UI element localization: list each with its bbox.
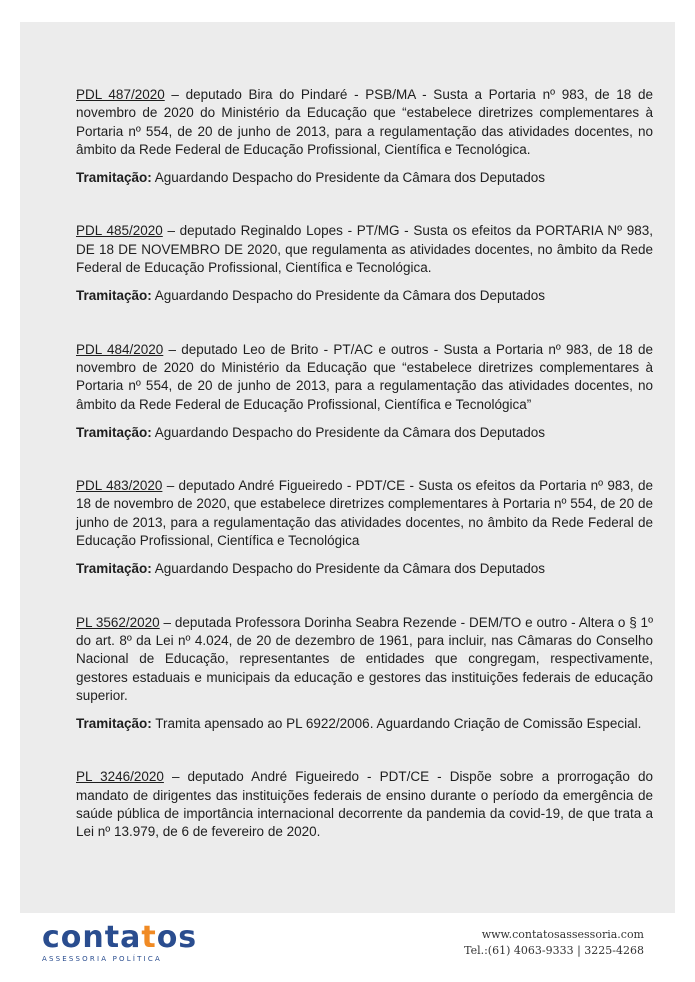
entry-text: – deputado Reginaldo Lopes - PT/MG - Susta os efeitos da PORTARIA Nº 983, DE 18 DE NOVEMBRO DE 2020, que regulamenta as atividades docentes, no âmbito da Rede Federal de Educação Profissional, Científica e Tecnológica.: [76, 223, 654, 276]
entry-code: PDL 484/2020: [76, 341, 164, 357]
logo-text-part: conta: [42, 920, 142, 955]
tramitacao-label: Tramitação:: [76, 170, 152, 186]
entry-tramitacao: [76, 560, 653, 578]
entry-pl-3246: [76, 768, 653, 841]
entry-code: PL 3246/2020: [76, 769, 164, 785]
entry-text: – deputado Bira do Pindaré - PSB/MA - Susta a Portaria nº 983, de 18 de novembro de 2020 do Ministério da Educação que “estabelece diretrizes complementares à Portaria nº 554, de 20 de junho de 2013, para a regulamentação das atividades docentes, no âmbito da Rede Federal de Educação Profissional, Científica e Tecnológica.: [76, 87, 653, 157]
tramitacao-text: Aguardando Despacho do Presidente da Câmara dos Deputados: [151, 170, 546, 186]
entry-code: PDL 485/2020: [76, 223, 163, 239]
tramitacao-label: Tramitação:: [76, 561, 152, 577]
tramitacao-label: Tramitação:: [76, 424, 152, 440]
logo-text-part: os: [156, 920, 198, 955]
entry-tramitacao: [76, 287, 653, 305]
entry-pl-3562: [76, 614, 653, 734]
logo-text-accent: t: [141, 920, 157, 955]
entry-body: [76, 222, 653, 277]
entry-tramitacao: [76, 169, 653, 187]
tramitacao-label: Tramitação:: [76, 288, 152, 304]
tramitacao-text: Aguardando Despacho do Presidente da Câmara dos Deputados: [151, 424, 546, 440]
entry-pdl-484: [76, 341, 653, 442]
tramitacao-text: Aguardando Despacho do Presidente da Câmara dos Deputados: [151, 561, 546, 577]
tramitacao-text: Aguardando Despacho do Presidente da Câmara dos Deputados: [151, 288, 546, 304]
logo-wordmark: [42, 920, 198, 955]
entry-text: – deputada Professora Dorinha Seabra Rezende - DEM/TO e outro - Altera o § 1º do art. 8º da Lei nº 4.024, de 20 de dezembro de 1961, para incluir, nas Câmaras do Conselho Nacional de Educação, representantes de entidades que congregam, respectivamente, gestores estaduais e municipais da educação e gestores das instituições federais de educação superior.: [76, 614, 654, 703]
tramitacao-label: Tramitação:: [76, 716, 152, 732]
entry-text: – deputado André Figueiredo - PDT/CE - Dispõe sobre a prorrogação do mandato de dirigentes das instituições federais de ensino durante o período da emergência de saúde pública de importância internacional decorrente da pandemia da covid-19, de que trata a Lei nº 13.979, de 6 de fevereiro de 2020.: [76, 769, 654, 840]
entry-pdl-483: [76, 477, 653, 578]
entries-list: [76, 86, 653, 842]
entry-pdl-487: [76, 86, 653, 187]
entry-body: [76, 768, 653, 841]
entry-text: – deputado André Figueiredo - PDT/CE - Susta os efeitos da Portaria nº 983, de 18 de novembro de 2020, que estabelece diretrizes complementares à Portaria nº 554, de 20 de junho de 2013, para a regulamentação das atividades docentes, no âmbito da Rede Federal de Educação Profissional, Científica e Tecnológica: [76, 478, 653, 549]
contact-info: [464, 927, 644, 959]
page-footer: [0, 913, 695, 982]
entry-body: [76, 341, 653, 414]
entry-code: PDL 487/2020: [76, 87, 165, 102]
contatos-logo: [42, 920, 198, 963]
phone-numbers: Tel.:(61) 4063-9333 | 3225-4268: [464, 944, 644, 957]
logo-tagline: ASSESSORIA POLÍTICA: [42, 955, 162, 963]
entry-code: PDL 483/2020: [76, 478, 163, 494]
entry-body: [76, 614, 653, 705]
entry-body: [76, 86, 653, 159]
entry-text: – deputado Leo de Brito - PT/AC e outros - Susta a Portaria nº 983, de 18 de novembro de 2020 do Ministério da Educação que “estabelece diretrizes complementares à Portaria nº 554, de 20 de junho de 2013, para a regulamentação das atividades docentes, no âmbito da Rede Federal de Educação Profissional, Científica e Tecnológica”: [76, 341, 653, 412]
website-link[interactable]: www.contatosassessoria.com: [481, 928, 644, 941]
entry-body: [76, 477, 653, 550]
entry-tramitacao: [76, 715, 653, 733]
entry-pdl-485: [76, 222, 653, 305]
entry-code: PL 3562/2020: [76, 614, 160, 630]
tramitacao-text: Tramita apensado ao PL 6922/2006. Aguardando Criação de Comissão Especial.: [151, 716, 642, 732]
entry-tramitacao: [76, 424, 653, 442]
